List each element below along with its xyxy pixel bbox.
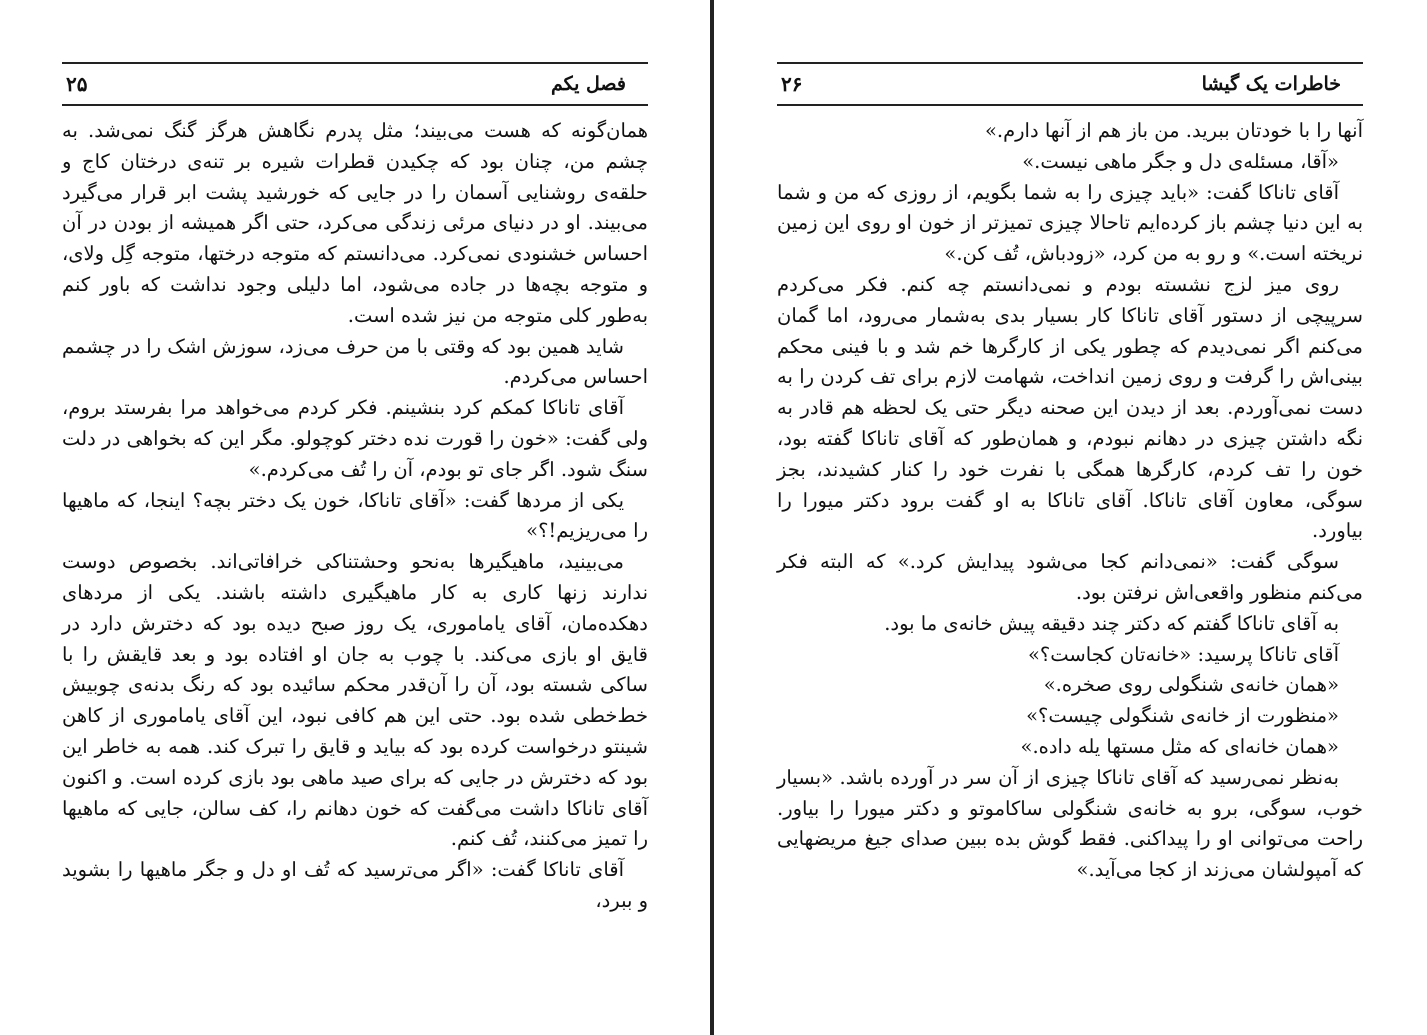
paragraph: آقای تاناکا گفت: «باید چیزی را به شما بگویم، از روزی که من و شما به این دنیا چشم باز کرده‌ایم تاحالا چیزی تمیزتر از خون او روی این زمین نریخته است.» و رو به من کرد، «زودباش، تُف کن.» — [777, 180, 1363, 266]
book-title: خاطرات یک گیشا — [1201, 73, 1341, 95]
left-page-text — [62, 116, 648, 917]
paragraph: آنها را با خودتان ببرید. من باز هم از آنها دارم.» — [984, 119, 1363, 142]
paragraph: آقای تاناکا گفت: «اگر می‌ترسید که تُف او دل و جگر ماهیها را بشوید و ببرد، — [62, 858, 648, 912]
page-number: ۲۶ — [781, 72, 803, 96]
paragraph: «همان خانه‌ای که مثل مستها یله داده.» — [1020, 734, 1339, 758]
chapter-title: فصل یکم — [551, 73, 626, 95]
right-page — [715, 0, 1427, 1035]
left-page — [0, 0, 712, 1035]
paragraph: به‌نظر نمی‌رسید که آقای تاناکا چیزی از آن سر در آورده باشد. «بسیار خوب، سوگی، برو به خانه‌ی شنگولی ساکاموتو و دکتر میورا را بیاور. راحت می‌توانی او را پیداکنی. فقط گوش بده ببین صدای جیغ مریضهایی که آمپولشان می‌زند از کجا می‌آید.» — [777, 765, 1363, 882]
paragraph: همان‌گونه که هست می‌بیند؛ مثل پدرم نگاهش هرگز گنگ نمی‌شد. به چشم من، چنان بود که چکیدن قطرات شیره بر تنه‌ی درختان کاج و حلقه‌ی روشنایی آسمان را در جایی که خورشید پشت ابر قرار می‌گیرد می‌بیند. او در دنیای مرئی زندگی می‌کرد، حتی اگر همیشه از بودن در آن احساس خشنودی نمی‌کرد. می‌دانستم که متوجه درختها، متوجه گِل ولای، و متوجه بچه‌ها در جاده می‌شود، اما دلیلی وجود نداشت که باور کنم به‌طور کلی متوجه من نیز شده است. — [62, 119, 648, 327]
paragraph: روی میز لزج نشسته بودم و نمی‌دانستم چه کنم. فکر می‌کردم سرپیچی از دستور آقای تاناکا کار بسیار بدی به‌شمار می‌رود، اما گمان می‌کنم اگر نمی‌دیدم که چطور یکی از کارگرها خم شد و با فینی محکم بینی‌اش را گرفت و روی زمین انداخت، شهامت لازم برای تف کردن را به دست نمی‌آوردم. بعد از دیدن این صحنه دیگر حتی یک لحظه هم قادر به نگه داشتن چیزی در دهانم نبودم، و همان‌طور که آقای تاناکا گفته بود، خون را تف کردم، کارگرها همگی با نفرت خود را کنار کشیدند، بجز سوگی، معاون آقای تاناکا. آقای تاناکا به او گفت برود دکتر میورا را بیاورد. — [777, 272, 1363, 543]
paragraph: یکی از مردها گفت: «آقای تاناکا، خون یک دختر بچه؟ اینجا، که ماهیها را می‌ریزیم!؟» — [62, 488, 648, 543]
page-number: ۲۵ — [66, 72, 88, 96]
left-page-header — [62, 62, 648, 106]
paragraph: سوگی گفت: «نمی‌دانم کجا می‌شود پیدایش کرد.» که البته فکر می‌کنم منظور واقعی‌اش نرفتن بود. — [777, 550, 1363, 604]
paragraph: «منظورت از خانه‌ی شنگولی چیست؟» — [1026, 704, 1339, 728]
right-page-text — [777, 116, 1363, 886]
paragraph: آقای تاناکا کمکم کرد بنشینم. فکر کردم می‌خواهد مرا بفرستد بروم، ولی گفت: «خون را قورت نده دختر کوچولو. مگر این که بخواهی در دلت سنگ شود. اگر جای تو بودم، آن را تُف می‌کردم.» — [62, 396, 648, 481]
paragraph: آقای تاناکا پرسید: «خانه‌تان کجاست؟» — [1028, 642, 1339, 666]
paragraph: «همان خانه‌ی شنگولی روی صخره.» — [1043, 673, 1339, 697]
paragraph: شاید همین بود که وقتی با من حرف می‌زد، سوزش اشک را در چشمم احساس می‌کردم. — [62, 334, 648, 389]
paragraph: می‌بینید، ماهیگیرها به‌نحو وحشتناکی خرافاتی‌اند. بخصوص دوست ندارند زنها کاری به کار ماهیگیری داشته باشند. یکی از مردهای دهکده‌مان، آقای یاماموری، یک روز صبح دیده بود که دخترش دارد در قایق او بازی می‌کند. با چوب به جان او افتاده بود و بعد قایقش را با ساکی شسته بود، آن را آن‌قدر محکم سائیده بود که رنگ بدنه‌ی چوبیش خط‌خطی شده بود. حتی این هم کافی نبود، این آقای یاماموری از کاهن شینتو درخواست کرده بود که بیاید و قایق را تبرک کند. همه به خاطر این بود که دخترش در جایی که برای صید ماهی بود بازی کرده است. و اکنون آقای تاناکا داشت می‌گفت که خون دهانم را، کف سالن، جایی که ماهیها را تمیز می‌کنند، تُف کنم. — [62, 550, 648, 851]
paragraph: «آقا، مسئله‌ی دل و جگر ماهی نیست.» — [1022, 149, 1339, 173]
paragraph: به آقای تاناکا گفتم که دکتر چند دقیقه پیش خانه‌ی ما بود. — [884, 611, 1339, 635]
right-page-header — [777, 62, 1363, 106]
